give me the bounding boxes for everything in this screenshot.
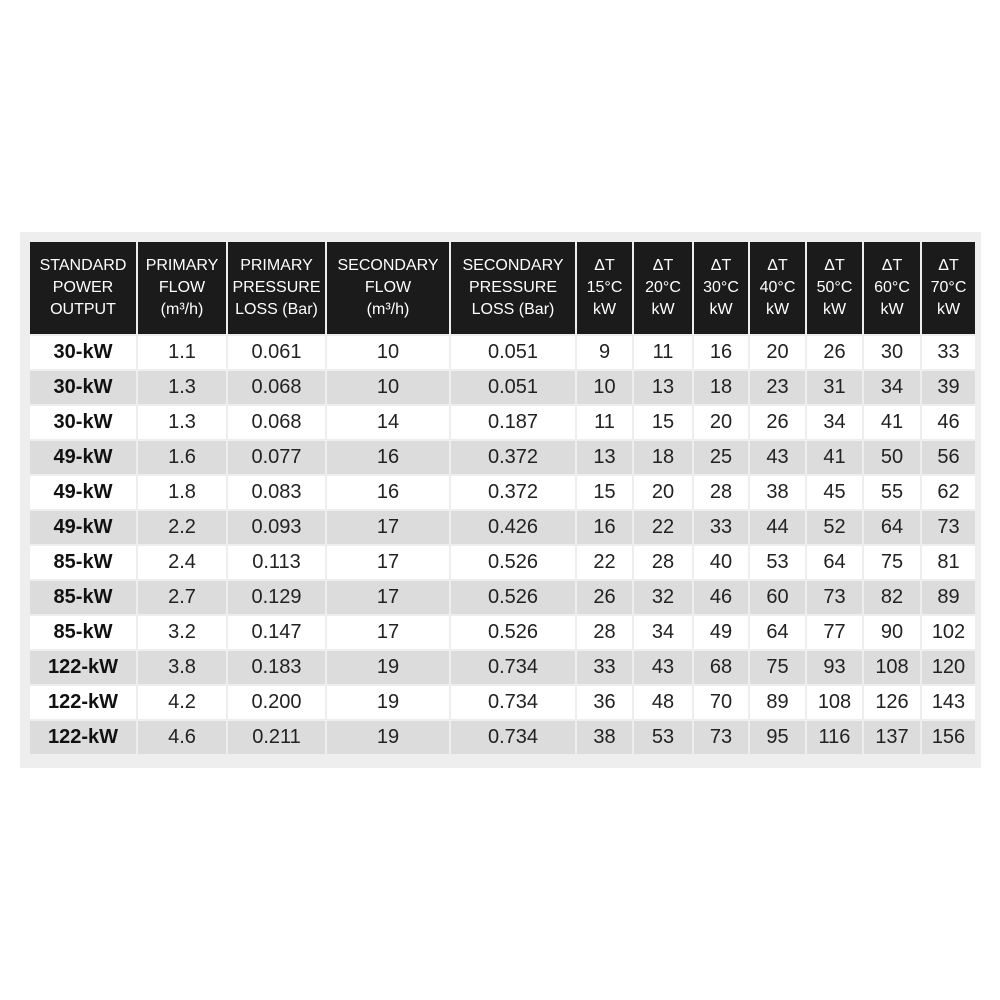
table-cell: 40 (694, 546, 748, 579)
table-cell: 68 (694, 651, 748, 684)
table-cell: 53 (750, 546, 805, 579)
power-output-cell: 122-kW (30, 651, 136, 684)
table-row (30, 336, 975, 369)
table-cell: 126 (864, 686, 920, 719)
header-line: SECONDARY (337, 257, 439, 274)
table-cell: 15 (577, 476, 632, 509)
table-row (30, 651, 975, 684)
table-cell: 34 (807, 406, 862, 439)
table-cell: 0.113 (228, 546, 325, 579)
table-row (30, 546, 975, 579)
header-standard-power-output (30, 242, 136, 334)
table-cell: 82 (864, 581, 920, 614)
table-cell: 73 (807, 581, 862, 614)
table-cell: 17 (327, 581, 449, 614)
header-line: 40°C (759, 279, 796, 296)
table-cell: 0.734 (451, 721, 575, 754)
table-cell: 22 (577, 546, 632, 579)
table-cell: 3.2 (138, 616, 226, 649)
power-output-cell: 49-kW (30, 476, 136, 509)
table-cell: 0.183 (228, 651, 325, 684)
header-line: 60°C (874, 279, 910, 296)
specification-table (28, 240, 977, 756)
table-cell: 1.1 (138, 336, 226, 369)
header-primary-pressure-loss (228, 242, 325, 334)
table-cell: 19 (327, 686, 449, 719)
table-cell: 2.4 (138, 546, 226, 579)
header-line: LOSS (Bar) (235, 301, 318, 318)
table-cell: 49 (694, 616, 748, 649)
header-dt-60 (864, 242, 920, 334)
header-line: PRIMARY (240, 257, 313, 274)
table-cell: 0.187 (451, 406, 575, 439)
table-cell: 14 (327, 406, 449, 439)
table-cell: 81 (922, 546, 975, 579)
power-output-cell: 30-kW (30, 406, 136, 439)
table-cell: 156 (922, 721, 975, 754)
table-cell: 108 (807, 686, 862, 719)
table-cell: 16 (327, 441, 449, 474)
table-cell: 108 (864, 651, 920, 684)
table-cell: 28 (577, 616, 632, 649)
table-cell: 73 (922, 511, 975, 544)
table-cell: 2.2 (138, 511, 226, 544)
table-cell: 1.3 (138, 406, 226, 439)
table-cell: 1.6 (138, 441, 226, 474)
header-line: STANDARD (39, 257, 127, 274)
table-cell: 4.2 (138, 686, 226, 719)
table-cell: 20 (694, 406, 748, 439)
header-row (30, 242, 975, 334)
table-cell: 0.372 (451, 476, 575, 509)
table-cell: 13 (577, 441, 632, 474)
power-output-cell: 85-kW (30, 616, 136, 649)
header-line: kW (765, 301, 790, 318)
table-row (30, 581, 975, 614)
power-output-cell: 49-kW (30, 511, 136, 544)
header-line: kW (709, 301, 733, 318)
table-cell: 0.211 (228, 721, 325, 754)
table-cell: 16 (694, 336, 748, 369)
table-cell: 33 (694, 511, 748, 544)
table-cell: 0.526 (451, 616, 575, 649)
table-cell: 33 (922, 336, 975, 369)
table-cell: 55 (864, 476, 920, 509)
table-cell: 64 (750, 616, 805, 649)
table-cell: 2.7 (138, 581, 226, 614)
table-cell: 50 (864, 441, 920, 474)
header-line: 30°C (703, 279, 739, 296)
table-cell: 64 (807, 546, 862, 579)
table-cell: 18 (694, 371, 748, 404)
table-cell: 0.147 (228, 616, 325, 649)
table-cell: 95 (750, 721, 805, 754)
table-row (30, 721, 975, 754)
table-cell: 56 (922, 441, 975, 474)
table-cell: 43 (634, 651, 692, 684)
table-row (30, 686, 975, 719)
table-cell: 38 (750, 476, 805, 509)
table-cell: 3.8 (138, 651, 226, 684)
table-cell: 10 (327, 336, 449, 369)
header-line: 20°C (645, 279, 681, 296)
table-cell: 34 (864, 371, 920, 404)
header-secondary-pressure-loss (451, 242, 575, 334)
header-line: FLOW (364, 279, 412, 296)
table-cell: 116 (807, 721, 862, 754)
table-cell: 0.061 (228, 336, 325, 369)
table-cell: 18 (634, 441, 692, 474)
header-line: ΔT (710, 257, 732, 274)
header-line: ΔT (767, 257, 788, 274)
header-secondary-flow (327, 242, 449, 334)
header-dt-50 (807, 242, 862, 334)
header-line: ΔT (881, 257, 903, 274)
table-cell: 73 (694, 721, 748, 754)
table-cell: 20 (634, 476, 692, 509)
table-cell: 44 (750, 511, 805, 544)
table-cell: 120 (922, 651, 975, 684)
table-cell: 28 (694, 476, 748, 509)
table-cell: 0.426 (451, 511, 575, 544)
header-line: kW (592, 301, 617, 318)
header-line: FLOW (158, 279, 206, 296)
table-cell: 77 (807, 616, 862, 649)
table-cell: 102 (922, 616, 975, 649)
table-cell: 143 (922, 686, 975, 719)
table-cell: 41 (807, 441, 862, 474)
table-cell: 38 (577, 721, 632, 754)
table-cell: 22 (634, 511, 692, 544)
header-dt-40 (750, 242, 805, 334)
power-output-cell: 30-kW (30, 371, 136, 404)
table-cell: 137 (864, 721, 920, 754)
table-row (30, 616, 975, 649)
header-line: 15°C (586, 279, 623, 296)
table-cell: 13 (634, 371, 692, 404)
table-cell: 46 (922, 406, 975, 439)
table-cell: 75 (750, 651, 805, 684)
table-cell: 39 (922, 371, 975, 404)
table-row (30, 441, 975, 474)
table-cell: 75 (864, 546, 920, 579)
power-output-cell: 85-kW (30, 581, 136, 614)
table-cell: 36 (577, 686, 632, 719)
power-output-cell: 49-kW (30, 441, 136, 474)
table-cell: 33 (577, 651, 632, 684)
table-cell: 10 (577, 371, 632, 404)
table-cell: 1.8 (138, 476, 226, 509)
table-cell: 89 (922, 581, 975, 614)
table-head (30, 242, 975, 334)
power-output-cell: 85-kW (30, 546, 136, 579)
table-cell: 0.129 (228, 581, 325, 614)
table-cell: 17 (327, 546, 449, 579)
table-cell: 46 (694, 581, 748, 614)
table-cell: 45 (807, 476, 862, 509)
table-cell: 28 (634, 546, 692, 579)
table-row (30, 406, 975, 439)
table-cell: 26 (577, 581, 632, 614)
table-cell: 41 (864, 406, 920, 439)
table-cell: 48 (634, 686, 692, 719)
table-cell: 25 (694, 441, 748, 474)
table-cell: 0.200 (228, 686, 325, 719)
header-line: POWER (52, 279, 114, 296)
table-cell: 62 (922, 476, 975, 509)
header-dt-15 (577, 242, 632, 334)
header-line: PRESSURE (232, 279, 321, 296)
table-cell: 34 (634, 616, 692, 649)
header-line: SECONDARY (462, 257, 564, 274)
table-cell: 0.734 (451, 651, 575, 684)
table-cell: 0.068 (228, 406, 325, 439)
table-cell: 0.083 (228, 476, 325, 509)
table-cell: 16 (327, 476, 449, 509)
header-line: ΔT (594, 257, 615, 274)
table-cell: 0.051 (451, 336, 575, 369)
table-cell: 26 (807, 336, 862, 369)
header-line: kW (936, 301, 961, 318)
table-cell: 15 (634, 406, 692, 439)
table-cell: 93 (807, 651, 862, 684)
table-cell: 0.093 (228, 511, 325, 544)
header-line: 50°C (816, 279, 853, 296)
table-cell: 70 (694, 686, 748, 719)
table-cell: 52 (807, 511, 862, 544)
table-cell: 17 (327, 616, 449, 649)
header-line: PRIMARY (145, 257, 219, 274)
header-dt-20 (634, 242, 692, 334)
header-line: (m³/h) (160, 301, 204, 318)
power-output-cell: 122-kW (30, 686, 136, 719)
table-cell: 20 (750, 336, 805, 369)
table-cell: 11 (577, 406, 632, 439)
table-cell: 0.051 (451, 371, 575, 404)
header-line: ΔT (824, 257, 845, 274)
table-cell: 60 (750, 581, 805, 614)
table-cell: 90 (864, 616, 920, 649)
header-line: 70°C (930, 279, 967, 296)
header-primary-flow (138, 242, 226, 334)
table-cell: 26 (750, 406, 805, 439)
table-cell: 19 (327, 651, 449, 684)
table-row (30, 511, 975, 544)
table-cell: 0.526 (451, 546, 575, 579)
table-cell: 0.734 (451, 686, 575, 719)
header-line: kW (822, 301, 847, 318)
power-output-cell: 30-kW (30, 336, 136, 369)
table-cell: 17 (327, 511, 449, 544)
header-dt-70 (922, 242, 975, 334)
header-line: kW (880, 301, 904, 318)
table-cell: 64 (864, 511, 920, 544)
header-line: ΔT (938, 257, 959, 274)
table-cell: 19 (327, 721, 449, 754)
header-line: ΔT (652, 257, 674, 274)
table-cell: 0.077 (228, 441, 325, 474)
table-cell: 10 (327, 371, 449, 404)
header-line: PRESSURE (468, 279, 558, 296)
header-line: kW (651, 301, 675, 318)
table-cell: 9 (577, 336, 632, 369)
table-cell: 53 (634, 721, 692, 754)
table-cell: 4.6 (138, 721, 226, 754)
table-row (30, 371, 975, 404)
table-cell: 0.068 (228, 371, 325, 404)
table-cell: 32 (634, 581, 692, 614)
table-cell: 11 (634, 336, 692, 369)
table-cell: 16 (577, 511, 632, 544)
table-body (30, 336, 975, 754)
table-cell: 1.3 (138, 371, 226, 404)
header-line: (m³/h) (366, 301, 410, 318)
power-output-cell: 122-kW (30, 721, 136, 754)
table-cell: 0.372 (451, 441, 575, 474)
table-cell: 30 (864, 336, 920, 369)
table-cell: 23 (750, 371, 805, 404)
table-cell: 89 (750, 686, 805, 719)
table-cell: 0.526 (451, 581, 575, 614)
table-cell: 31 (807, 371, 862, 404)
table-row (30, 476, 975, 509)
header-line: LOSS (Bar) (471, 301, 555, 318)
header-dt-30 (694, 242, 748, 334)
header-line: OUTPUT (50, 301, 116, 318)
table-cell: 43 (750, 441, 805, 474)
